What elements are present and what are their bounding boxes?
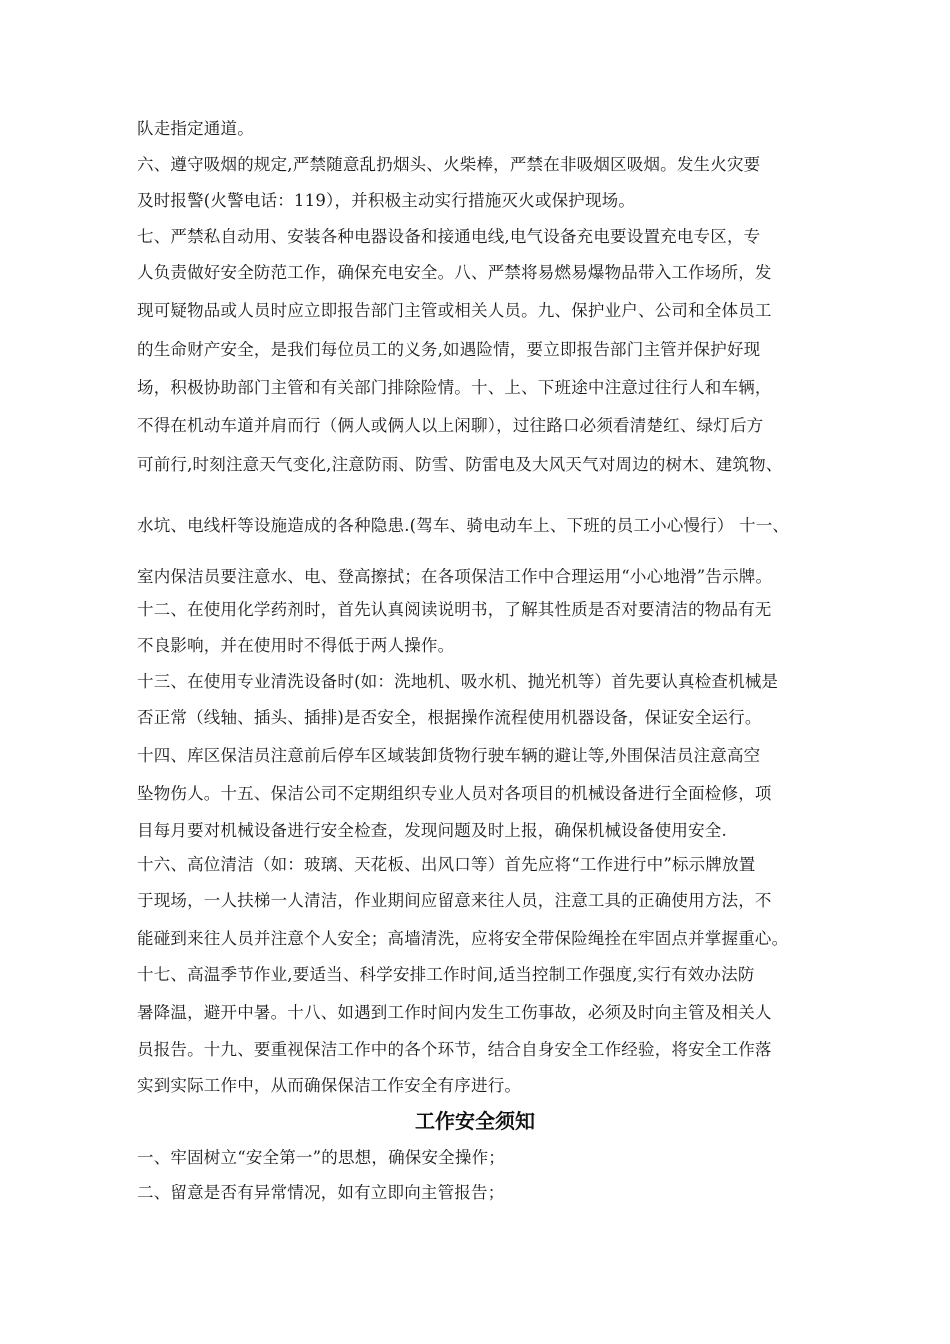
- body-line: 否正常（线轴、插头、插排)是否安全，根据操作流程使用机器设备，保证安全运行。: [137, 708, 762, 727]
- body-line: 十七、高温季节作业,要适当、科学安排工作时间,适当控制工作强度,实行有效办法防: [137, 965, 755, 984]
- section-line: 二、留意是否有异常情况，如有立即向主管报告；: [137, 1183, 505, 1202]
- body-line: 于现场，一人扶梯一人清洁，作业期间应留意来往人员，注意工具的正确使用方法，不: [137, 891, 772, 910]
- body-line: 十六、高位清洁（如：玻璃、天花板、出风口等）首先应将“工作进行中”标示牌放置: [137, 855, 756, 874]
- body-line: 不得在机动车道并肩而行（俩人或俩人以上闲聊），过往路口必须看清楚红、绿灯后方: [137, 416, 764, 435]
- body-line: 及时报警(火警电话：119），并积极主动实行措施灭火或保护现场。: [137, 191, 636, 210]
- body-line: 十四、库区保洁员注意前后停车区域装卸货物行驶车辆的避让等,外围保洁员注意高空: [137, 746, 761, 765]
- body-line: 的生命财产安全，是我们每位员工的义务,如遇险情，要立即报告部门主管并保护好现: [137, 340, 761, 359]
- body-line: 十三、在使用专业清洗设备时(如：洗地机、吸水机、抛光机等）首先要认真检查机械是: [137, 672, 779, 691]
- body-line: 场，积极协助部门主管和有关部门排除险情。十、上、下班途中注意过往行人和车辆，: [137, 378, 772, 397]
- body-line: 十二、在使用化学药剂时，首先认真阅读说明书，了解其性质是否对要清洁的物品有无: [137, 600, 772, 619]
- body-line: 可前行,时刻注意天气变化,注意防雨、防雪、防雷电及大风天气对周边的树木、建筑物、: [137, 455, 783, 474]
- body-line: 实到实际工作中，从而确保保洁工作安全有序进行。: [137, 1076, 522, 1095]
- body-line: 室内保洁员要注意水、电、登高擦拭；在各项保洁工作中合理运用“小心地滑”告示牌。: [137, 567, 773, 586]
- body-line: 能碰到来往人员并注意个人安全；高墙清洗，应将安全带保险绳拴在牢固点并掌握重心。: [137, 929, 789, 948]
- body-line: 人负责做好安全防范工作，确保充电安全。八、严禁将易燃易爆物品带入工作场所，发: [137, 263, 772, 282]
- section-line: 一、牢固树立“安全第一”的思想，确保安全操作；: [137, 1148, 505, 1167]
- body-line: 目每月要对机械设备进行安全检查，发现问题及时上报，确保机械设备使用安全.: [137, 821, 727, 840]
- body-line: 六、遵守吸烟的规定,严禁随意乱扔烟头、火柴棒，严禁在非吸烟区吸烟。发生火灾要: [137, 155, 761, 174]
- body-line: 现可疑物品或人员时应立即报告部门主管或相关人员。九、保护业户、公司和全体员工: [137, 301, 772, 320]
- body-line: 七、严禁私自动用、安装各种电器设备和接通电线,电气设备充电要设置充电专区，专: [137, 227, 761, 246]
- body-line: 不良影响，并在使用时不得低于两人操作。: [137, 636, 455, 655]
- body-line: 暑降温，避开中暑。十八、如遇到工作时间内发生工伤事故，必须及时向主管及相关人: [137, 1003, 772, 1022]
- body-line: 员报告。十九、要重视保洁工作中的各个环节，结合自身安全工作经验，将安全工作落: [137, 1040, 772, 1059]
- section-title: 工作安全须知: [415, 1109, 535, 1133]
- body-line: 队走指定通道。: [137, 119, 254, 138]
- body-line: 水坑、电线杆等设施造成的各种隐患.(驾车、骑电动车上、下班的员工小心慢行） 十一、: [137, 516, 790, 535]
- body-line: 坠物伤人。十五、保洁公司不定期组织专业人员对各项目的机械设备进行全面检修，项: [137, 784, 772, 803]
